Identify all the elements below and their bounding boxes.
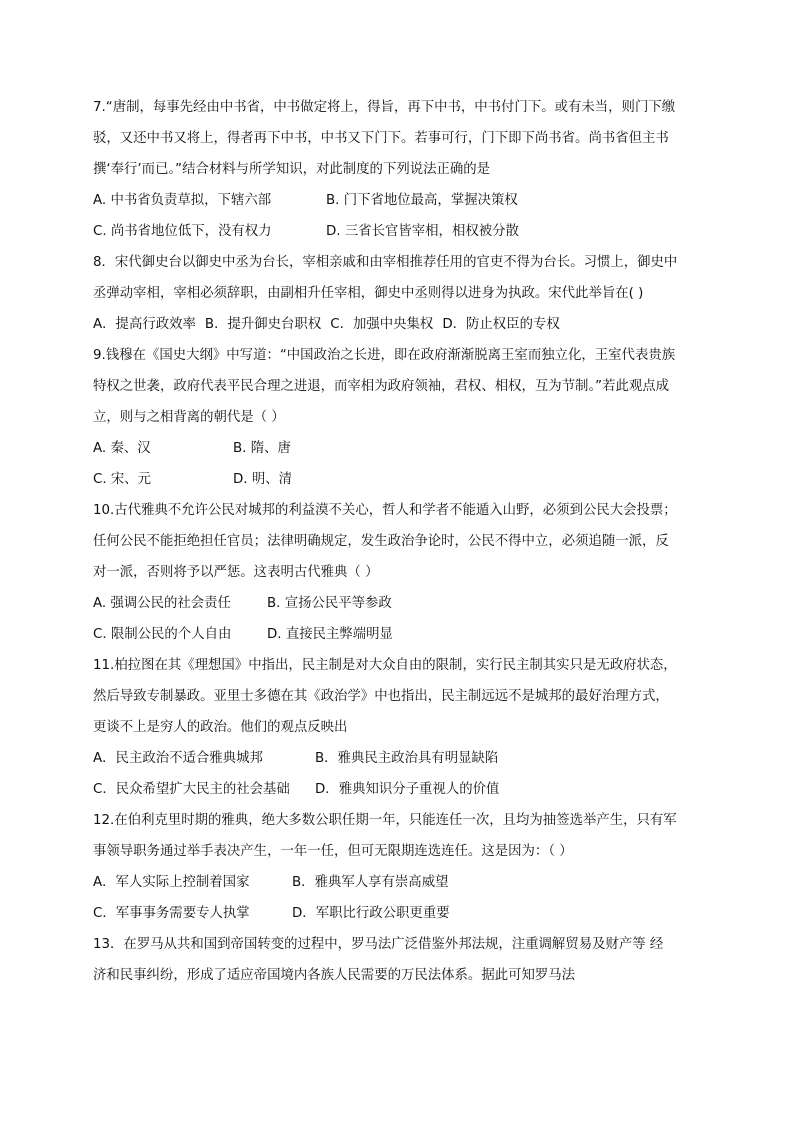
option-row bbox=[93, 898, 708, 929]
option-a: A. 中书省负责草拟，下辖六部 bbox=[93, 193, 272, 208]
option-row bbox=[93, 867, 708, 898]
option-c: C．加强中央集权 bbox=[330, 317, 434, 332]
option-c: C. 限制公民的个人自由 bbox=[93, 627, 232, 642]
option-c: C. 尚书省地位低下，没有权力 bbox=[93, 224, 272, 239]
question-stem-line: 任何公民不能拒绝担任官员；法律明确规定，发生政治争论时，公民不得中立，必须追随一派，反 bbox=[93, 534, 669, 549]
option-row bbox=[93, 309, 708, 340]
option-row bbox=[93, 433, 708, 464]
question-stem-line: 7.“唐制，每事先经由中书省，中书做定将上，得旨，再下中书，中书付门下。或有未当，则门下缴 bbox=[93, 100, 676, 115]
question-9 bbox=[93, 340, 708, 495]
question-stem-line: 然后导致专制暴政。亚里士多德在其《政治学》中也指出，民主制远远不是城邦的最好治理方式， bbox=[93, 689, 669, 704]
question-stem-line: 9.钱穆在《国史大纲》中写道：“中国政治之长进，即在政府渐渐脱离王室而独立化，王室代表贵族 bbox=[93, 348, 676, 363]
option-d: D．雅典知识分子重视人的价值 bbox=[315, 782, 500, 797]
option-b: B．提升御史台职权 bbox=[204, 317, 322, 332]
option-c: C．军事事务需要专人执掌 bbox=[93, 906, 250, 921]
question-11 bbox=[93, 650, 708, 805]
option-row bbox=[93, 216, 708, 247]
option-b: B. 门下省地位最高，掌握决策权 bbox=[326, 193, 518, 208]
question-stem-line: 对一派，否则将予以严惩。这表明古代雅典（ ） bbox=[93, 565, 379, 580]
option-row bbox=[93, 619, 708, 650]
question-stem-line: 丞弹动宰相，宰相必须辞职，由副相升任宰相，御史中丞则得以进身为执政。宋代此举旨在( ) bbox=[93, 286, 644, 301]
option-b: B. 宣扬公民平等参政 bbox=[267, 596, 392, 611]
option-b: B. 隋、唐 bbox=[233, 441, 291, 456]
option-row bbox=[93, 743, 708, 774]
question-stem-line: 立，则与之相背离的朝代是（ ） bbox=[93, 410, 285, 425]
option-c: C. 宋、元 bbox=[93, 472, 152, 487]
question-stem-line: 事领导职务通过举手表决产生，一年一任，但可无限期连选连任。这是因为：（ ） bbox=[93, 844, 573, 859]
question-stem-line: 济和民事纠纷，形成了适应帝国境内各族人民需要的万民法体系。据此可知罗马法 bbox=[93, 968, 576, 983]
question-12 bbox=[93, 805, 708, 929]
option-row bbox=[93, 588, 708, 619]
question-stem-line: 13．在罗马从共和国到帝国转变的过程中，罗马法广泛借鉴外邦法规，注重调解贸易及财产等 经 bbox=[93, 937, 664, 952]
option-d: D. 三省长官皆宰相，相权被分散 bbox=[326, 224, 519, 239]
option-c: C．民众希望扩大民主的社会基础 bbox=[93, 782, 290, 797]
question-stem-line: 特权之世袭，政府代表平民合理之进退，而宰相为政府领袖，君权、相权，互为节制。”若此观点成 bbox=[93, 379, 670, 394]
question-10 bbox=[93, 495, 708, 650]
option-d: D. 直接民主弊端明显 bbox=[267, 627, 393, 642]
option-b: B．雅典民主政治具有明显缺陷 bbox=[315, 751, 499, 766]
question-13 bbox=[93, 929, 708, 991]
question-stem-line: 11.柏拉图在其《理想国》中指出，民主制是对大众自由的限制，实行民主制其实只是无政府状态， bbox=[93, 658, 677, 673]
option-a: A．提高行政效率 bbox=[93, 317, 196, 332]
question-stem-line: 更谈不上是穷人的政治。他们的观点反映出 bbox=[93, 720, 348, 735]
option-row bbox=[93, 774, 708, 805]
question-stem-line: 12.在伯利克里时期的雅典，绝大多数公职任期一年，只能连任一次，且均为抽签选举产生，只有军 bbox=[93, 813, 677, 828]
option-a: A．军人实际上控制着国家 bbox=[93, 875, 250, 890]
question-stem-line: 撰‘奉行’而已。”结合材料与所学知识，对此制度的下列说法正确的是 bbox=[93, 162, 491, 177]
option-d: D. 明、清 bbox=[233, 472, 292, 487]
question-stem-line: 驳，又还中书又将上，得者再下中书，中书又下门下。若事可行，门下即下尚书省。尚书省但主书 bbox=[93, 131, 669, 146]
option-d: D．军职比行政公职更重要 bbox=[292, 906, 450, 921]
option-row bbox=[93, 464, 708, 495]
question-stem-line: 8．宋代御史台以御史中丞为台长，宰相亲戚和由宰相推荐任用的官吏不得为台长。习惯上，御史中 bbox=[93, 255, 678, 270]
question-7 bbox=[93, 92, 708, 247]
option-a: A．民主政治不适合雅典城邦 bbox=[93, 751, 263, 766]
question-8 bbox=[93, 247, 708, 340]
option-b: B．雅典军人享有崇高威望 bbox=[292, 875, 449, 890]
option-d: D．防止权臣的专权 bbox=[442, 317, 560, 332]
option-a: A. 秦、汉 bbox=[93, 441, 151, 456]
question-stem-line: 10.古代雅典不允许公民对城邦的利益漠不关心，哲人和学者不能遁入山野，必须到公民大会投票； bbox=[93, 503, 677, 518]
option-row bbox=[93, 185, 708, 216]
option-a: A. 强调公民的社会责任 bbox=[93, 596, 231, 611]
